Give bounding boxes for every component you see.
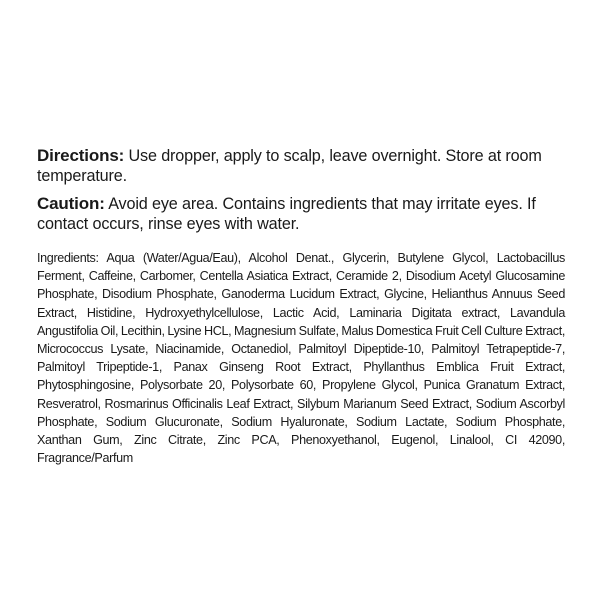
caution-text: Avoid eye area. Contains ingredients that may irritate eyes. If contact occurs, rinse eyes with water. (37, 195, 536, 233)
ingredients-list: Ingredients: Aqua (Water/Agua/Eau), Alcohol Denat., Glycerin, Butylene Glycol, Lactobacillus Ferment, Caffeine, Carbomer, Centella Asiatica Extract, Ceramide 2, Disodium Acetyl Glucosamine Phosphate, Disodium Phosphate, Ganoderma Lucidum Extract, Glycine, Helianthus Annuus Seed Extract, Histidine, Hydroxyethylcellulose, Lactic Acid, Laminaria Digitata extract, Lavandula Angustifolia Oil, Lecithin, Lysine HCL, Magnesium Sulfate, Malus Domestica Fruit Cell Culture Extract, Micrococcus Lysate, Niacinamide, Octanediol, Palmitoyl Dipeptide-10, Palmitoyl Tetrapeptide-7, Palmitoyl Tripeptide-1, Panax Ginseng Root Extract, Phyllanthus Emblica Fruit Extract, Phytosphingosine, Polysorbate 20, Polysorbate 60, Propylene Glycol, Punica Granatum Extract, Resveratrol, Rosmarinus Officinalis Leaf Extract, Silybum Marianum Seed Extract, Sodium Ascorbyl Phosphate, Sodium Glucuronate, Sodium Hyaluronate, Sodium Lactate, Sodium Phosphate, Xanthan Gum, Zinc Citrate, Zinc PCA, Phenoxyethanol, Eugenol, Linalool, CI 42090, Fragrance/Parfum (37, 251, 565, 466)
directions-heading: Directions: (37, 146, 125, 165)
directions-text: Use dropper, apply to scalp, leave overnight. Store at room temperature. (37, 147, 542, 185)
label-text-panel (37, 146, 565, 480)
directions-statement (37, 146, 565, 186)
caution-heading: Caution: (37, 194, 105, 213)
caution-statement (37, 194, 565, 234)
